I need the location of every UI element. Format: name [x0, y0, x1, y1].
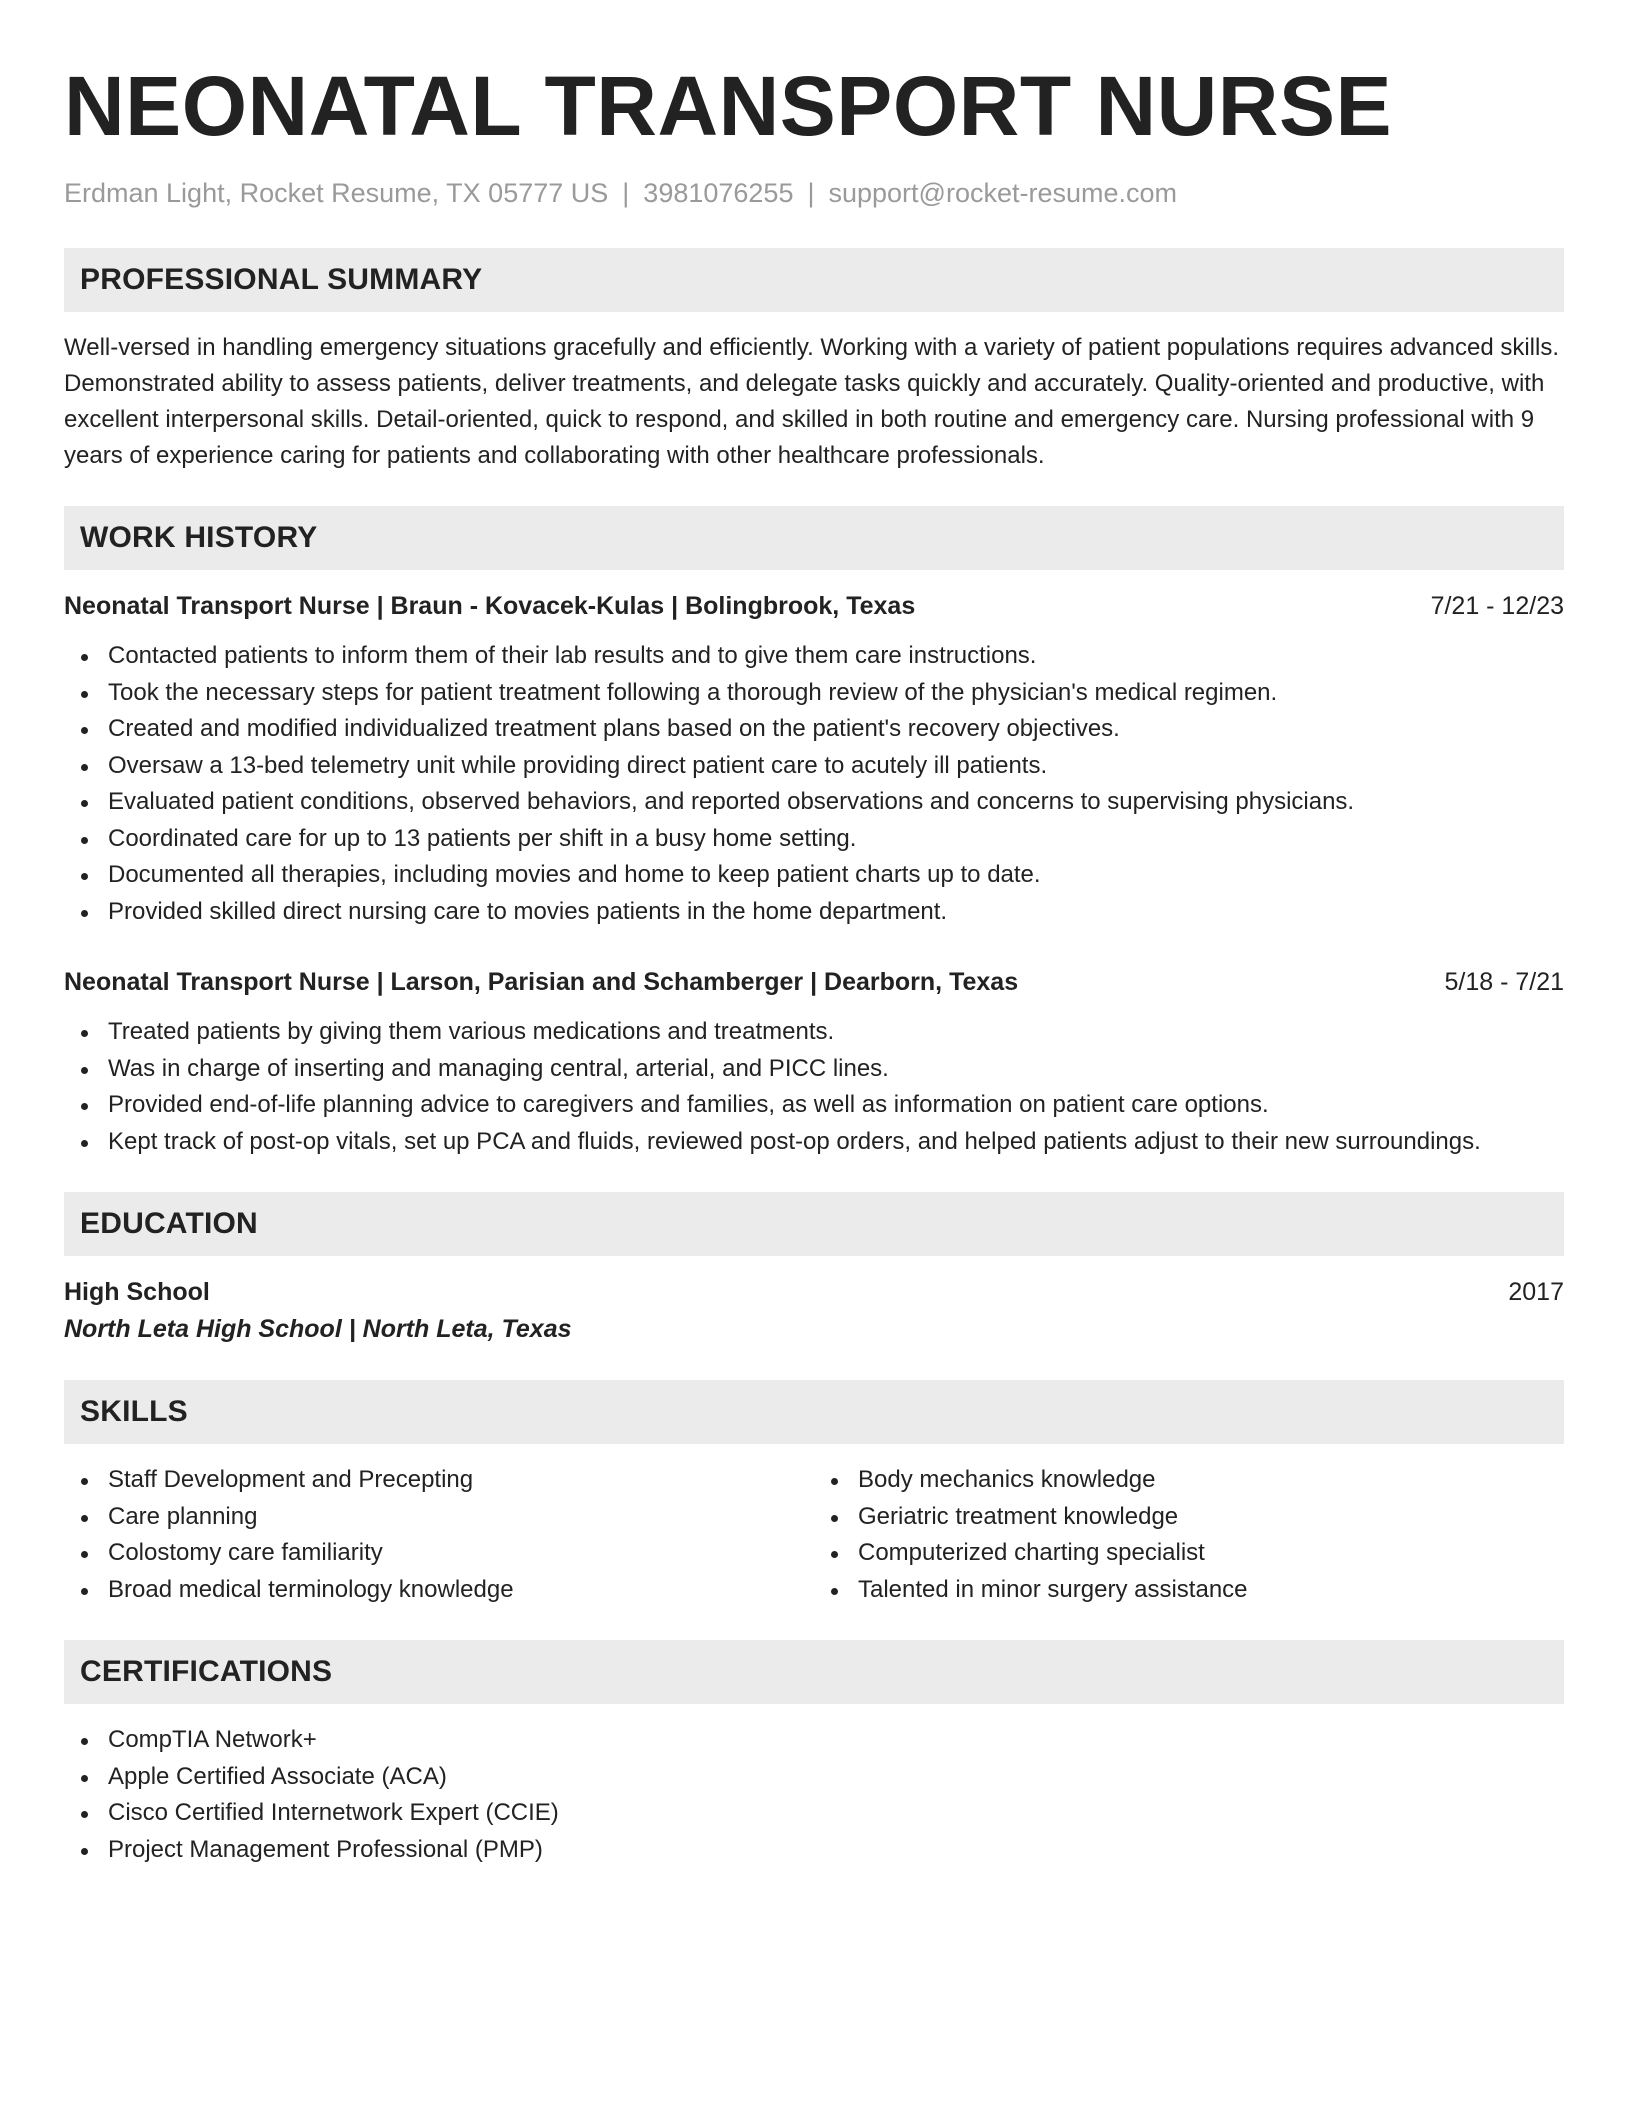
list-item: Talented in minor surgery assistance [858, 1572, 1564, 1609]
job-dates: 5/18 - 7/21 [1444, 968, 1564, 996]
job-heading: Neonatal Transport Nurse | Larson, Parisian and Schamberger | Dearborn, Texas [64, 968, 1019, 996]
job-header [64, 588, 1564, 624]
list-item: Provided end-of-life planning advice to caregivers and families, as well as information on patient care options. [108, 1087, 1564, 1124]
list-item: Cisco Certified Internetwork Expert (CCIE) [108, 1795, 1564, 1832]
education-degree: High School [64, 1278, 210, 1306]
list-item: Project Management Professional (PMP) [108, 1832, 1564, 1869]
section-header [64, 248, 1564, 312]
section-header [64, 1192, 1564, 1256]
job-entry [64, 588, 1564, 930]
list-item: Body mechanics knowledge [858, 1462, 1564, 1499]
education-header [64, 1274, 1564, 1310]
resume-page [64, 56, 1564, 1868]
contact-phone: 3981076255 [643, 178, 794, 208]
list-item: Geriatric treatment knowledge [858, 1499, 1564, 1536]
section-title: SKILLS [80, 1395, 188, 1428]
skills-column-left [64, 1462, 814, 1608]
section-header [64, 1380, 1564, 1444]
section-title: PROFESSIONAL SUMMARY [80, 263, 483, 296]
list-item: Apple Certified Associate (ACA) [108, 1759, 1564, 1796]
list-item: Broad medical terminology knowledge [108, 1572, 814, 1609]
section-title: CERTIFICATIONS [80, 1655, 333, 1688]
section-header [64, 1640, 1564, 1704]
summary-text: Well-versed in handling emergency situations gracefully and efficiently. Working with a variety of patient populations requires advanced skills. Demonstrated ability to assess patients, deliver treatments, and delegate tasks quickly and accurately. Quality-oriented and productive, with excellent interpersonal skills. Detail-oriented, quick to respond, and skilled in both routine and emergency care. Nursing professional with 9 years of experience caring for patients and collaborating with other healthcare professionals. [64, 334, 1560, 469]
contact-address: Erdman Light, Rocket Resume, TX 05777 US [64, 178, 609, 208]
resume-header [64, 56, 1564, 210]
job-bullets [64, 1014, 1564, 1160]
job-dates: 7/21 - 12/23 [1430, 592, 1564, 620]
contact-separator: | [622, 178, 630, 208]
contact-email: support@rocket-resume.com [828, 178, 1178, 208]
contact-line [64, 176, 1564, 210]
section-certifications [64, 1640, 1564, 1868]
section-skills [64, 1380, 1564, 1608]
certifications-list [64, 1722, 1564, 1868]
list-item: CompTIA Network+ [108, 1722, 1564, 1759]
list-item: Staff Development and Precepting [108, 1462, 814, 1499]
section-work-history [64, 506, 1564, 1160]
list-item: Oversaw a 13-bed telemetry unit while providing direct patient care to acutely ill patients. [108, 748, 1564, 785]
skills-grid [64, 1462, 1564, 1608]
contact-separator: | [807, 178, 815, 208]
section-education [64, 1192, 1564, 1348]
section-header [64, 506, 1564, 570]
education-year: 2017 [1508, 1278, 1564, 1306]
list-item: Kept track of post-op vitals, set up PCA and fluids, reviewed post-op orders, and helped patients adjust to their new surroundings. [108, 1124, 1564, 1161]
list-item: Was in charge of inserting and managing central, arterial, and PICC lines. [108, 1051, 1564, 1088]
list-item: Treated patients by giving them various medications and treatments. [108, 1014, 1564, 1051]
list-item: Created and modified individualized treatment plans based on the patient's recovery objectives. [108, 711, 1564, 748]
skills-column-right [814, 1462, 1564, 1608]
section-title: EDUCATION [80, 1207, 258, 1240]
list-item: Coordinated care for up to 13 patients per shift in a busy home setting. [108, 821, 1564, 858]
list-item: Computerized charting specialist [858, 1535, 1564, 1572]
list-item: Took the necessary steps for patient treatment following a thorough review of the physician's medical regimen. [108, 675, 1564, 712]
section-title: WORK HISTORY [80, 521, 318, 554]
job-entry [64, 964, 1564, 1160]
job-heading: Neonatal Transport Nurse | Braun - Kovacek-Kulas | Bolingbrook, Texas [64, 592, 916, 620]
section-professional-summary [64, 248, 1564, 474]
list-item: Colostomy care familiarity [108, 1535, 814, 1572]
list-item: Care planning [108, 1499, 814, 1536]
list-item: Provided skilled direct nursing care to movies patients in the home department. [108, 894, 1564, 931]
education-entry [64, 1274, 1564, 1348]
list-item: Evaluated patient conditions, observed behaviors, and reported observations and concerns to supervising physicians. [108, 784, 1564, 821]
list-item: Contacted patients to inform them of their lab results and to give them care instructions. [108, 638, 1564, 675]
education-school: North Leta High School | North Leta, Texas [64, 1315, 572, 1343]
candidate-title: NEONATAL TRANSPORT NURSE [64, 59, 1393, 153]
list-item: Documented all therapies, including movies and home to keep patient charts up to date. [108, 857, 1564, 894]
job-header [64, 964, 1564, 1000]
job-bullets [64, 638, 1564, 930]
